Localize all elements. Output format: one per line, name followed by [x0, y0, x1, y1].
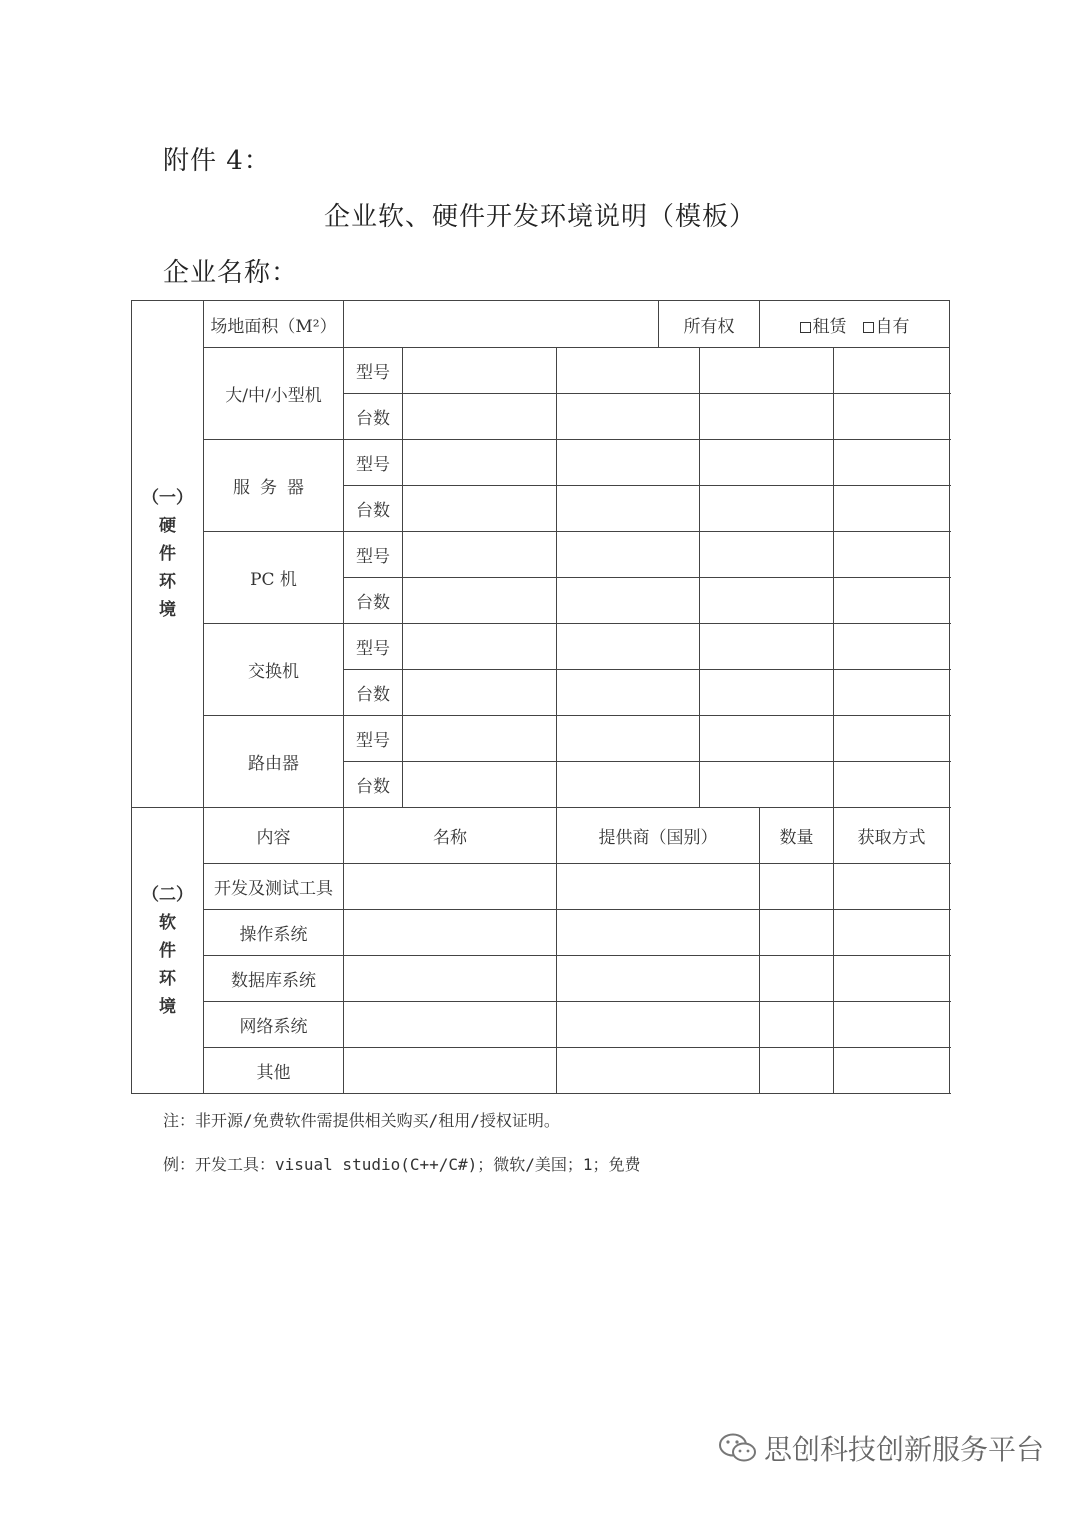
input-cell[interactable] [403, 578, 557, 624]
input-cell[interactable] [834, 1048, 950, 1094]
input-cell[interactable] [557, 864, 760, 910]
input-cell[interactable] [700, 762, 834, 808]
ownership-option-lease[interactable]: 租赁 [800, 317, 847, 337]
note-text: 注：非开源/免费软件需提供相关购买/租用/授权证明。 [163, 1111, 560, 1130]
software-row [132, 1002, 950, 1048]
site-area-row [132, 301, 950, 348]
input-cell[interactable] [557, 910, 760, 956]
input-cell[interactable] [760, 1048, 834, 1094]
input-cell[interactable] [344, 864, 557, 910]
input-cell[interactable] [557, 624, 700, 670]
header-provider: 提供商（国别） [557, 808, 760, 864]
input-cell[interactable] [403, 716, 557, 762]
input-cell[interactable] [834, 624, 950, 670]
input-cell[interactable] [700, 670, 834, 716]
hardware-row [132, 440, 950, 486]
software-item-other: 其他 [204, 1048, 344, 1094]
input-cell[interactable] [403, 486, 557, 532]
count-label: 台数 [344, 486, 403, 532]
software-item-os: 操作系统 [204, 910, 344, 956]
input-cell[interactable] [760, 864, 834, 910]
input-cell[interactable] [834, 486, 950, 532]
input-cell[interactable] [557, 486, 700, 532]
count-label: 台数 [344, 578, 403, 624]
checkbox-icon[interactable] [800, 322, 811, 333]
header-name: 名称 [344, 808, 557, 864]
ownership-options [760, 301, 950, 348]
example-text: 例：开发工具：visual studio(C++/C#)；微软/美国；1；免费 [163, 1155, 641, 1174]
software-row [132, 956, 950, 1002]
input-cell[interactable] [834, 864, 950, 910]
input-cell[interactable] [403, 624, 557, 670]
input-cell[interactable] [760, 910, 834, 956]
input-cell[interactable] [834, 440, 950, 486]
count-label: 台数 [344, 394, 403, 440]
hardware-row [132, 532, 950, 578]
ownership-option-own[interactable]: 自有 [863, 317, 910, 337]
input-cell[interactable] [700, 624, 834, 670]
software-header-row [132, 808, 950, 864]
input-cell[interactable] [403, 532, 557, 578]
input-cell[interactable] [557, 440, 700, 486]
header-acquisition: 获取方式 [834, 808, 950, 864]
input-cell[interactable] [344, 956, 557, 1002]
hardware-row [132, 348, 950, 394]
input-cell[interactable] [834, 670, 950, 716]
site-area-label: 场地面积（M²） [204, 301, 344, 348]
input-cell[interactable] [557, 532, 700, 578]
input-cell[interactable] [403, 394, 557, 440]
input-cell[interactable] [700, 716, 834, 762]
hardware-item-router: 路由器 [204, 716, 344, 808]
input-cell[interactable] [557, 1002, 760, 1048]
hardware-row [132, 624, 950, 670]
input-cell[interactable] [834, 762, 950, 808]
input-cell[interactable] [557, 578, 700, 624]
software-row [132, 910, 950, 956]
model-label: 型号 [344, 348, 403, 394]
model-label: 型号 [344, 440, 403, 486]
input-cell[interactable] [700, 394, 834, 440]
input-cell[interactable] [403, 440, 557, 486]
watermark [718, 1428, 1044, 1468]
hardware-section-label: （一） 硬 件 环 境 [132, 301, 204, 808]
software-row [132, 1048, 950, 1094]
input-cell[interactable] [834, 716, 950, 762]
input-cell[interactable] [700, 578, 834, 624]
input-cell[interactable] [834, 532, 950, 578]
software-item-network: 网络系统 [204, 1002, 344, 1048]
hardware-item-switch: 交换机 [204, 624, 344, 716]
input-cell[interactable] [700, 532, 834, 578]
input-cell[interactable] [557, 716, 700, 762]
header-content: 内容 [204, 808, 344, 864]
input-cell[interactable] [834, 394, 950, 440]
header-quantity: 数量 [760, 808, 834, 864]
input-cell[interactable] [700, 348, 834, 394]
input-cell[interactable] [403, 670, 557, 716]
count-label: 台数 [344, 670, 403, 716]
input-cell[interactable] [834, 910, 950, 956]
input-cell[interactable] [700, 440, 834, 486]
software-row [132, 864, 950, 910]
hardware-item-pc: PC 机 [204, 532, 344, 624]
input-cell[interactable] [557, 348, 700, 394]
document-title: 企业软、硬件开发环境说明（模板） [323, 202, 756, 232]
input-cell[interactable] [700, 486, 834, 532]
input-cell[interactable] [557, 670, 700, 716]
input-cell[interactable] [834, 956, 950, 1002]
input-cell[interactable] [557, 956, 760, 1002]
watermark-text: 思创科技创新服务平台 [763, 1433, 1044, 1466]
site-area-value[interactable] [344, 301, 659, 348]
input-cell[interactable] [557, 1048, 760, 1094]
input-cell[interactable] [760, 1002, 834, 1048]
input-cell[interactable] [557, 394, 700, 440]
input-cell[interactable] [760, 956, 834, 1002]
input-cell[interactable] [557, 762, 700, 808]
hardware-row [132, 716, 950, 762]
model-label: 型号 [344, 532, 403, 578]
software-section-label: （二） 软 件 环 境 [132, 808, 204, 1094]
input-cell[interactable] [403, 348, 557, 394]
input-cell[interactable] [344, 1048, 557, 1094]
attachment-number: 附件 4： [163, 146, 271, 176]
company-name-label: 企业名称： [163, 258, 299, 288]
input-cell[interactable] [834, 578, 950, 624]
hardware-item-server: 服务器 [204, 440, 344, 532]
checkbox-icon[interactable] [863, 322, 874, 333]
software-item-devtools: 开发及测试工具 [204, 864, 344, 910]
environment-form-table [131, 300, 950, 1094]
wechat-icon [718, 1432, 758, 1464]
hardware-item-mainframe: 大/中/小型机 [204, 348, 344, 440]
input-cell[interactable] [834, 1002, 950, 1048]
input-cell[interactable] [344, 1002, 557, 1048]
input-cell[interactable] [403, 762, 557, 808]
software-item-database: 数据库系统 [204, 956, 344, 1002]
count-label: 台数 [344, 762, 403, 808]
ownership-label: 所有权 [659, 301, 760, 348]
model-label: 型号 [344, 716, 403, 762]
input-cell[interactable] [344, 910, 557, 956]
model-label: 型号 [344, 624, 403, 670]
input-cell[interactable] [834, 348, 950, 394]
